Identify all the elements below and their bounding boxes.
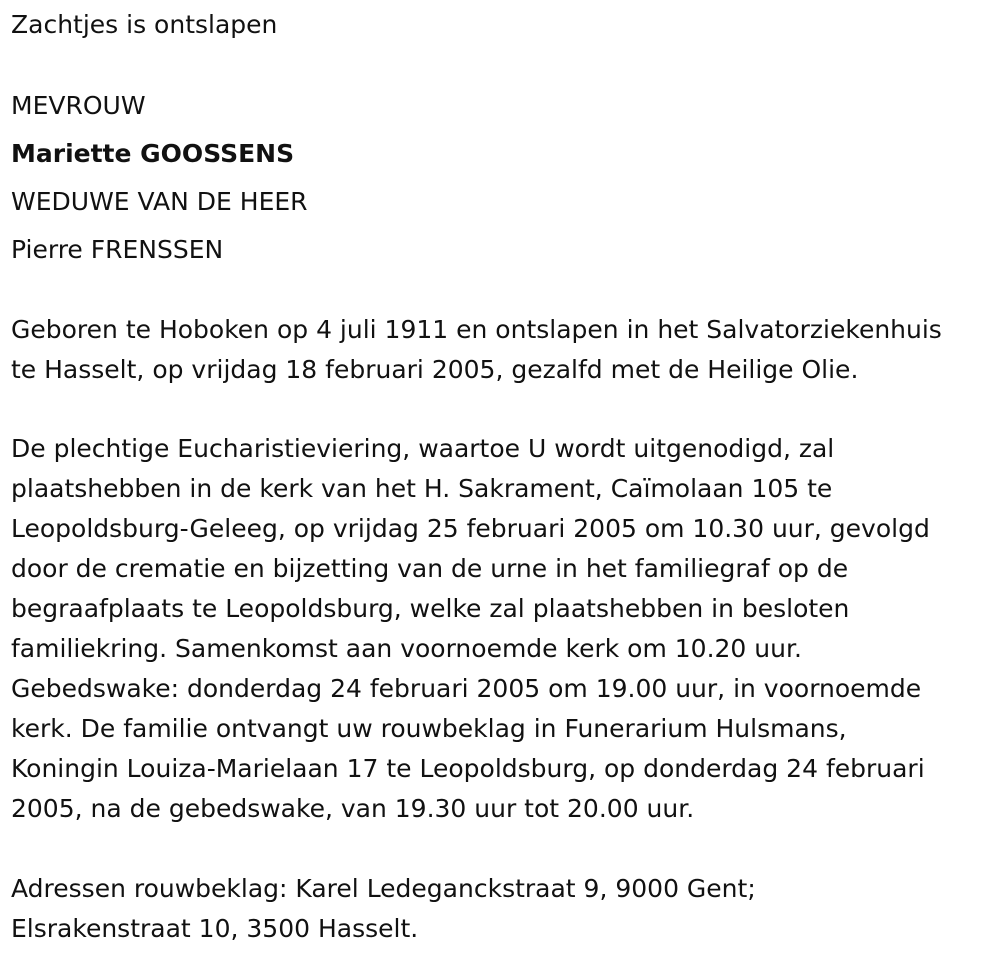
widow-of-label: WEDUWE VAN DE HEER [11, 187, 308, 216]
paragraph-line: plaatshebben in de kerk van het H. Sakrament, Caïmolaan 105 te [11, 474, 833, 503]
ceremony-paragraph [11, 429, 996, 829]
paragraph-line: Elsrakenstraat 10, 3500 Hasselt. [11, 914, 419, 943]
paragraph-line: kerk. De familie ontvangt uw rouwbeklag in Funerarium Hulsmans, [11, 714, 847, 743]
intro-text: Zachtjes is ontslapen [11, 10, 278, 39]
paragraph-line: Geboren te Hoboken op 4 juli 1911 en ontslapen in het Salvatorziekenhuis [11, 315, 942, 344]
paragraph-line: te Hasselt, op vrijdag 18 februari 2005, gezalfd met de Heilige Olie. [11, 355, 859, 384]
paragraph-line: Gebedswake: donderdag 24 februari 2005 om 19.00 uur, in voornoemde [11, 674, 922, 703]
spouse-name: Pierre FRENSSEN [11, 235, 224, 264]
paragraph-line: Adressen rouwbeklag: Karel Ledeganckstraat 9, 9000 Gent; [11, 874, 756, 903]
birth-death-paragraph [11, 310, 996, 390]
paragraph-line: familiekring. Samenkomst aan voornoemde kerk om 10.20 uur. [11, 634, 802, 663]
paragraph-line: begraafplaats te Leopoldsburg, welke zal plaatshebben in besloten [11, 594, 850, 623]
paragraph-line: door de crematie en bijzetting van de urne in het familiegraf op de [11, 554, 849, 583]
honorific: MEVROUW [11, 91, 146, 120]
paragraph-line: Leopoldsburg-Geleeg, op vrijdag 25 februari 2005 om 10.30 uur, gevolgd [11, 514, 930, 543]
addresses-paragraph [11, 869, 996, 949]
paragraph-line: Koningin Louiza-Marielaan 17 te Leopoldsburg, op donderdag 24 februari [11, 754, 925, 783]
paragraph-line: 2005, na de gebedswake, van 19.30 uur tot 20.00 uur. [11, 794, 695, 823]
deceased-name: Mariette GOOSSENS [11, 139, 295, 168]
paragraph-line: De plechtige Eucharistieviering, waartoe U wordt uitgenodigd, zal [11, 434, 835, 463]
